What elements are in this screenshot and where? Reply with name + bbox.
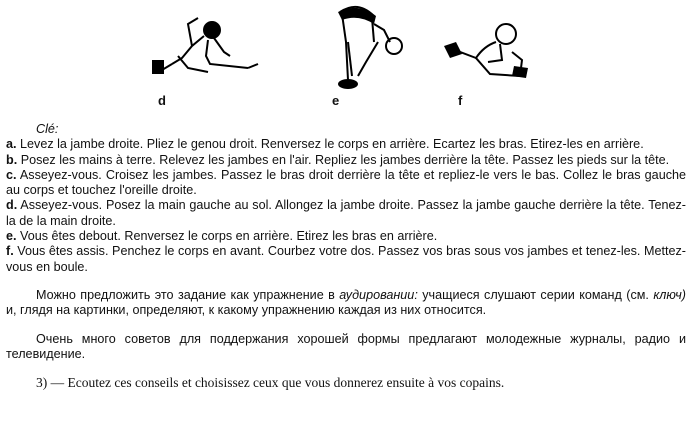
person-sitting-curled-icon [440, 18, 540, 88]
item-text: Levez la jambe droite. Pliez le genou droit. Renversez le corps en arrière. Ecartez les bras. Etirez-les en arrière. [16, 137, 644, 152]
item-letter: f. [6, 244, 14, 259]
figure-label: f [458, 93, 463, 108]
item-letter: d. [6, 198, 18, 213]
list-item [6, 198, 686, 229]
list-item [6, 153, 686, 168]
item-text: Asseyez-vous. Croisez les jambes. Passez le bras droit derrière la tête et repliez-le vers le bas. Collez le bras gauche au corps et touchez l'oreille droite. [6, 167, 686, 198]
exercise-figures [0, 0, 693, 118]
item-letter: a. [6, 137, 17, 152]
exercise-instruction: 3) — Ecoutez ces conseils et choisissez ceux que vous donnerez ensuite à vos copains. [36, 375, 505, 391]
item-text: Vous êtes assis. Penchez le corps en avant. Courbez votre dos. Passez vos bras sous vos jambes et tenez-les. Mettez-vous en boule. [6, 244, 686, 274]
list-item [6, 229, 686, 244]
list-item [6, 137, 686, 152]
item-letter: e. [6, 229, 17, 244]
paragraph-advice: Очень много советов для поддержания хорошей формы предлагают молодежные журналы, радио и телевидение. [6, 331, 686, 361]
document-body [6, 122, 686, 390]
list-item [6, 244, 686, 275]
item-letter: c. [6, 167, 17, 182]
item-letter: b. [6, 152, 18, 167]
item-text: Posez les mains à terre. Relevez les jambes en l'air. Repliez les jambes derrière la tête. Passez les pieds sur la tête. [17, 152, 670, 167]
key-title: Clé: [36, 122, 59, 136]
list-item [6, 168, 686, 199]
person-sitting-leg-extended-icon [148, 12, 263, 80]
figure-label: d [158, 93, 166, 108]
item-text: Vous êtes debout. Renversez le corps en arrière. Etirez les bras en arrière. [16, 229, 438, 244]
paragraph-audition: Можно предложить это задание как упражнение в аудировании: учащиеся слушают серии команд (см. ключ) и, глядя на картинки, определяют, к какому упражнению каждая из них относится. [6, 287, 686, 318]
person-bending-forward-icon [318, 2, 413, 92]
item-text: Asseyez-vous. Posez la main gauche au sol. Allongez la jambe droite. Passez la jambe gauche derrière la tête. Tenez-la de la main droite. [6, 198, 686, 228]
figure-label: e [332, 93, 340, 108]
